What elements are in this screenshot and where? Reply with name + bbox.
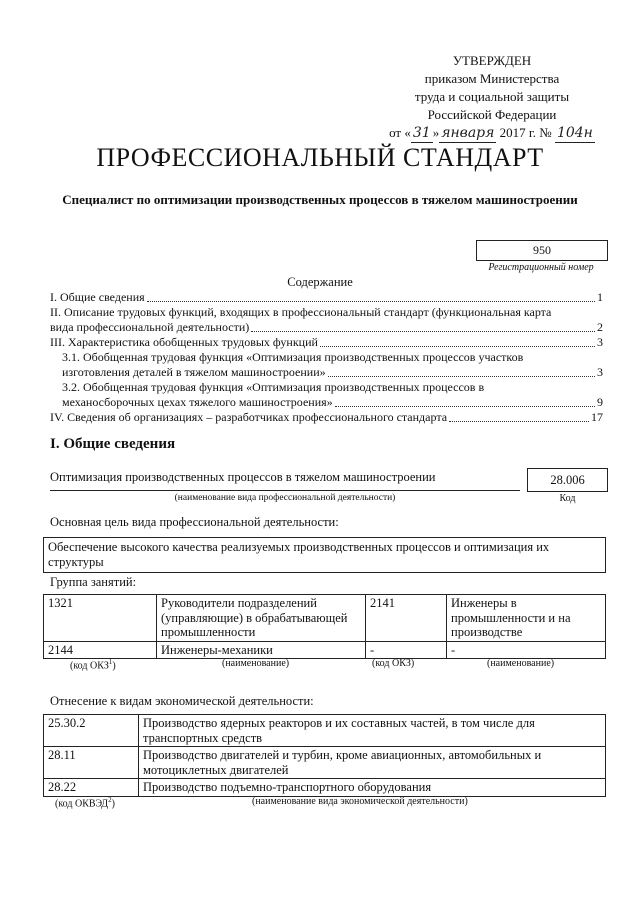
toc-entry[interactable]: 3.1. Обобщенная трудовая функция «Оптимизация производственных процессов участков изготовления деталей в тяжелом машиностроении» 3: [62, 350, 603, 379]
toc-entry[interactable]: III. Характеристика обобщенных трудовых функций 3: [50, 335, 603, 349]
okz-code-caption: (код ОКЗ$^1$): [70, 658, 116, 672]
table-row: 28.22 Производство подъемно-транспортного оборудования: [44, 779, 606, 797]
approval-line-1: приказом Министерства: [424, 71, 560, 86]
occupation-name-caption: (наименование): [222, 658, 290, 669]
order-number-handwritten: 104н: [556, 125, 593, 141]
approval-title: УТВЕРЖДЕН: [452, 53, 532, 68]
goal-box: Обеспечение высокого качества реализуемых производственных процессов и оптимизация их структуры: [43, 537, 606, 573]
table-row: 2144 Инженеры-механики - -: [44, 641, 606, 659]
registration-caption: Регистрационный номер: [488, 262, 594, 273]
underline: [50, 490, 520, 491]
document-title: ПРОФЕССИОНАЛЬНЫЙ СТАНДАРТ: [96, 143, 544, 172]
table-row: 1321 Руководители подразделений (управляющие) в обрабатывающей промышленности 2141 Инженеры в промышленности и на производстве: [44, 595, 606, 642]
toc-entry[interactable]: I. Общие сведения 1: [50, 290, 603, 304]
table-of-contents: [50, 290, 603, 425]
activity-caption: (наименование вида профессиональной деятельности): [174, 493, 396, 503]
toc-entry[interactable]: II. Описание трудовых функций, входящих в профессиональный стандарт (функциональная карта вида профессиональной деятельности) 2: [50, 305, 603, 334]
econ-name-caption: (наименование вида экономической деятельности): [252, 796, 468, 807]
approval-line-3: Российской Федерации: [427, 107, 557, 122]
economic-activity-table: [43, 714, 606, 797]
date-month-handwritten: января: [441, 125, 495, 141]
okved-code-caption: (код ОКВЭД$^2$): [55, 796, 115, 810]
document-subtitle: Специалист по оптимизации производственных процессов в тяжелом машиностроении: [62, 192, 578, 207]
registration-number-box: 950: [476, 240, 608, 261]
table-row: 28.11 Производство двигателей и турбин, кроме авиационных, автомобильных и мотоциклетных двигателей: [44, 747, 606, 779]
toc-entry[interactable]: IV. Сведения об организациях – разработчиках профессионального стандарта 17: [50, 410, 603, 424]
goal-label: Основная цель вида профессиональной деятельности:: [50, 515, 339, 529]
okz-code-caption-2: (код ОКЗ): [372, 658, 415, 669]
approval-block: [372, 52, 612, 143]
toc-entry[interactable]: 3.2. Обобщенная трудовая функция «Оптимизация производственных процессов в механосборочных цехах тяжелого машиностроения» 9: [62, 380, 603, 409]
approval-date: от « 31 » января 2017 г. № 104н: [389, 125, 593, 141]
activity-code-box: 28.006: [527, 468, 608, 492]
section-heading: I. Общие сведения: [50, 436, 176, 452]
toc-title: Содержание: [287, 275, 353, 289]
table-row: 25.30.2 Производство ядерных реакторов и их составных частей, в том числе для транспортных средств: [44, 715, 606, 747]
code-caption: Код: [559, 493, 576, 504]
date-day-handwritten: 31: [412, 125, 431, 141]
activity-kind: Оптимизация производственных процессов в тяжелом машиностроении: [50, 470, 436, 484]
occupation-name-caption-2: (наименование): [487, 658, 555, 669]
group-label: Группа занятий:: [50, 575, 137, 589]
occupations-table: [43, 594, 606, 659]
approval-line-2: труда и социальной защиты: [414, 89, 570, 104]
econ-label: Отнесение к видам экономической деятельности:: [50, 694, 314, 708]
